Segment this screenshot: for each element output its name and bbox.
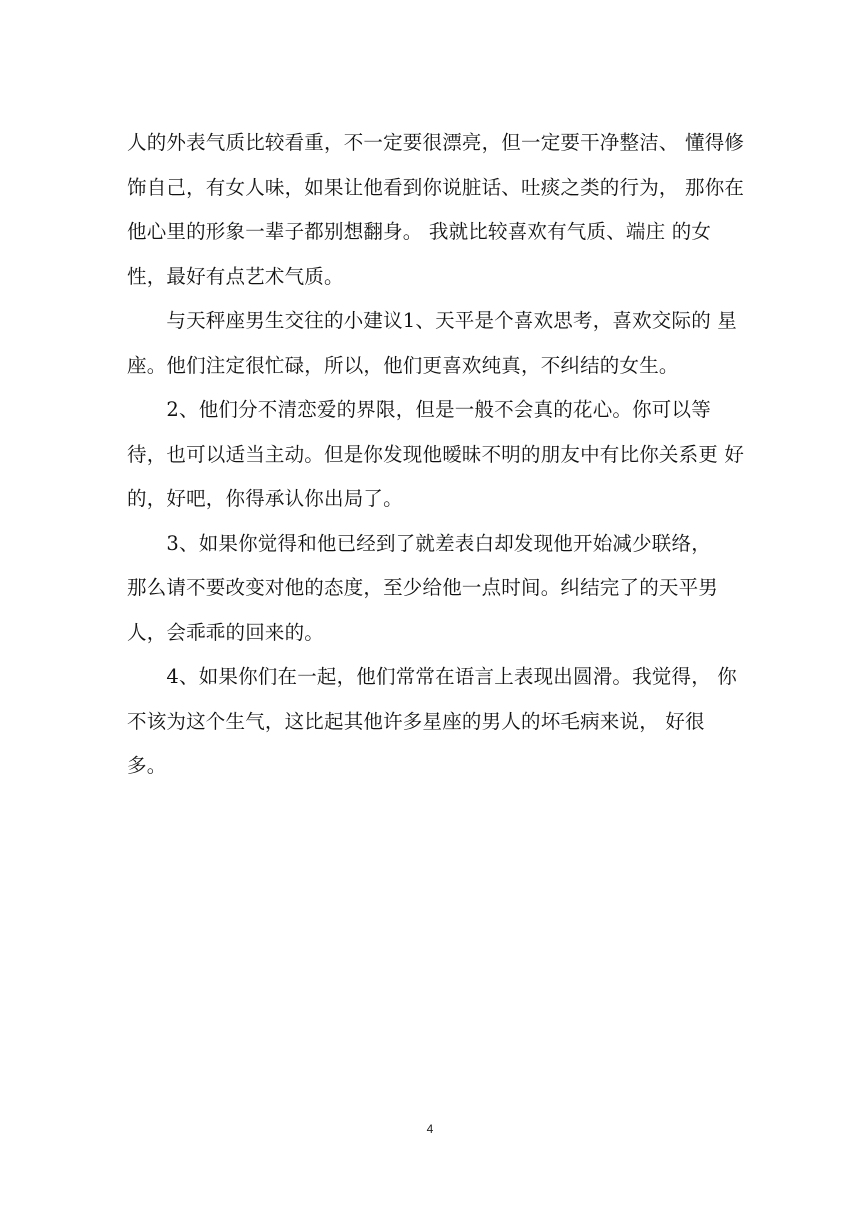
text-line: 的，好吧，你得承认你出局了。 — [127, 487, 403, 510]
paragraph-first-line: 4、如果你们在一起，他们常常在语言上表现出圆滑。我觉得， 你 — [127, 665, 738, 688]
text-line: 多。 — [127, 754, 167, 777]
text-line: 那么请不要改变对他的态度，至少给他一点时间。纠结完了的天平男 — [127, 576, 719, 599]
text-line: 待，也可以适当主动。但是你发现他暧昧不明的朋友中有比你关系更 好 — [127, 442, 745, 466]
text-line: 人，会乖乖的回来的。 — [127, 620, 325, 644]
text-line: 饰自己，有女人味，如果让他看到你说脏话、吐痰之类的行为， 那你在 — [127, 175, 745, 199]
paragraph-first-line: 2、他们分不清恋爱的界限，但是一般不会真的花心。你可以等 — [127, 398, 711, 421]
text-line: 座。他们注定很忙碌，所以，他们更喜欢纯真，不纠结的女生。 — [127, 353, 679, 377]
text-line: 他心里的形象一辈子都别想翻身。 我就比较喜欢有气质、端庄 的女 — [127, 220, 712, 243]
paragraph-first-line: 3、如果你觉得和他已经到了就差表白却发现他开始减少联络， — [127, 531, 711, 555]
body-text — [127, 121, 745, 789]
text-line: 性，最好有点艺术气质。 — [127, 264, 344, 288]
page-number: 4 — [426, 1122, 434, 1136]
text-line: 不该为这个生气，这比起其他许多星座的男人的坏毛病来说， 好很 — [127, 709, 705, 733]
text-line: 人的外表气质比较看重，不一定要很漂亮，但一定要干净整洁、 懂得修 — [127, 131, 745, 154]
paragraph-first-line: 与天秤座男生交往的小建议1、天平是个喜欢思考，喜欢交际的 星 — [127, 309, 738, 332]
